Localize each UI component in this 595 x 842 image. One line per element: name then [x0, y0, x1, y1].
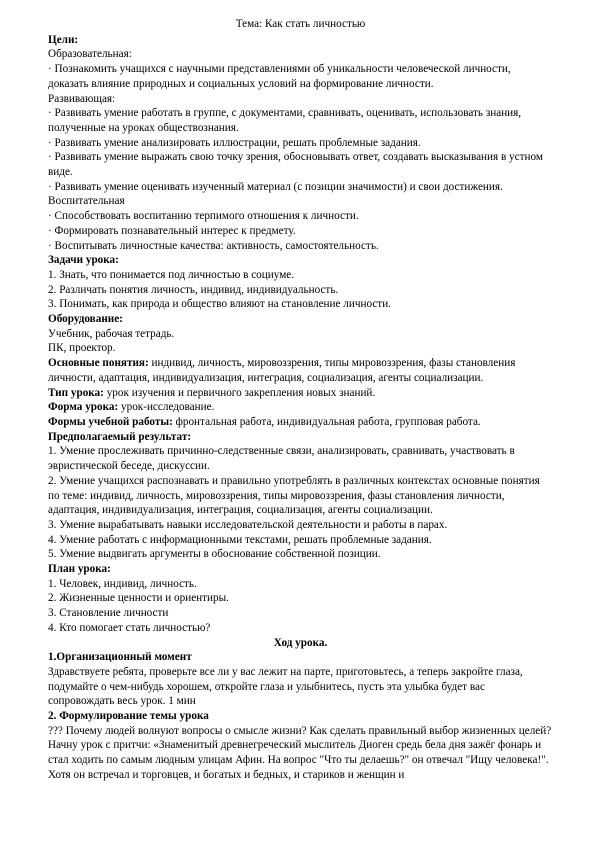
developing-item: · Развивать умение работать в группе, с документами, сравнивать, оценивать, использовать знания, полученные на уроках обществознания. — [48, 107, 522, 134]
equipment-item: Учебник, рабочая тетрадь. — [48, 327, 175, 340]
developing-item: · Развивать умение выражать свою точку зрения, обосновывать ответ, создавать высказывания в устном виде. — [48, 151, 543, 179]
upbringing-item: · Способствовать воспитанию терпимого отношения к личности. — [48, 210, 359, 223]
section2-heading: 2. Формулирование темы урока — [48, 710, 209, 723]
upbringing-item: · Формировать познавательный интерес к предмету. — [48, 224, 296, 237]
educational-item: · Познакомить учащихся с научными представлениями об уникальности человеческой личности, доказать влияние природных и социальных условий на формирование личности. — [48, 63, 511, 90]
lesson-form-label: Форма урока: — [48, 401, 119, 414]
section1-text: Здравствуете ребята, проверьте все ли у вас лежит на парте, приготовьтесь, а теперь закройте глаза, подумайте о чем-нибудь хорошем, откройте глаза и улыбнитесь, пусть эта улыбка будет вас сопровождать весь урок. 1 мин — [48, 665, 523, 708]
course-heading: Ход урока. — [273, 636, 328, 649]
concepts-label: Основные понятия: — [48, 357, 149, 370]
plan-item: 4. Кто помогает стать личностью? — [48, 621, 211, 634]
result-item: 4. Умение работать с информационными текстами, решать проблемные задания. — [48, 533, 432, 546]
lesson-type-label: Тип урока: — [48, 386, 104, 399]
developing-item: · Развивать умение оценивать изученный материал (с позиции значимости) и свои достижения. — [48, 180, 503, 193]
equipment-item: ПК, проектор. — [48, 342, 116, 355]
page-title: Тема: Как стать личностью — [235, 18, 366, 30]
section1-heading: 1.Организационный момент — [48, 651, 192, 664]
lesson-form-text: урок-исследование. — [118, 401, 215, 414]
developing-heading: Развивающая: — [48, 92, 116, 105]
work-forms-text: фронтальная работа, индивидуальная работа, групповая работа. — [172, 415, 481, 428]
lesson-type-paragraph — [48, 386, 553, 401]
educational-heading: Образовательная: — [48, 48, 132, 61]
lesson-type-text: урок изучения и первичного закрепления новых знаний. — [103, 386, 376, 399]
concepts-paragraph — [48, 356, 553, 385]
developing-item: · Развивать умение анализировать иллюстрации, решать проблемные задания. — [48, 136, 421, 149]
tasks-heading: Задачи урока: — [48, 254, 119, 267]
equipment-heading: Оборудование: — [48, 313, 123, 326]
plan-item: 3. Становление личности — [48, 607, 169, 620]
section2-text-parable: Начну урок с притчи: «Знаменитый древнегреческий мыслитель Диоген средь бела дня зажёг фонарь и стал ходить по самым людным улицам Афин. На вопрос "Что ты делаешь?" он отвечал "Ищу человека!". Хотя он встречал и торговцев, и богатых и бедных, и стариков и женщин и — [48, 739, 549, 781]
result-item: 2. Умение учащихся распознавать и правильно употреблять в различных контекстах основные понятия по теме: индивид, личность, мировоззрения, типы мировоззрения, фазы становления личности, адаптация, индивидуализация, интеграция, социализация, агенты социализации. — [48, 474, 540, 517]
task-item: 3. Понимать, как природа и общество влияют на становление личности. — [48, 298, 391, 311]
plan-item: 1. Человек, индивид, личность. — [48, 577, 197, 590]
task-item: 1. Знать, что понимается под личностью в социуме. — [48, 268, 295, 281]
result-heading: Предполагаемый результат: — [48, 430, 192, 443]
task-item: 2. Различать понятия личность, индивид, индивидуальность. — [48, 283, 339, 296]
goals-heading: Цели: — [48, 33, 79, 46]
plan-item: 2. Жизненные ценности и ориентиры. — [48, 592, 229, 605]
upbringing-item: · Воспитывать личностные качества: активность, самостоятельность. — [48, 239, 379, 252]
concepts-text: индивид, личность, мировоззрения, типы мировоззрения, фазы становления личности, адаптация, индивидуализация, интеграция, социализация, агенты социализации. — [48, 357, 516, 384]
result-item: 3. Умение вырабатывать навыки исследовательской деятельности и работы в парах. — [48, 518, 448, 531]
work-forms-label: Формы учебной работы: — [48, 415, 173, 428]
lesson-form-paragraph — [48, 400, 553, 415]
result-item: 5. Умение выдвигать аргументы в обоснование собственной позиции. — [48, 548, 381, 561]
result-item: 1. Умение прослеживать причинно-следственные связи, анализировать, сравнивать, участвовать в эвристической беседе, дискуссии. — [48, 445, 515, 473]
work-forms-paragraph — [48, 415, 553, 430]
plan-heading: План урока: — [48, 563, 111, 576]
upbringing-heading: Воспитательная — [48, 195, 125, 208]
section2-text: ??? Почему людей волнуют вопросы о смысле жизни? Как сделать правильный выбор жизненных целей? — [48, 724, 552, 737]
